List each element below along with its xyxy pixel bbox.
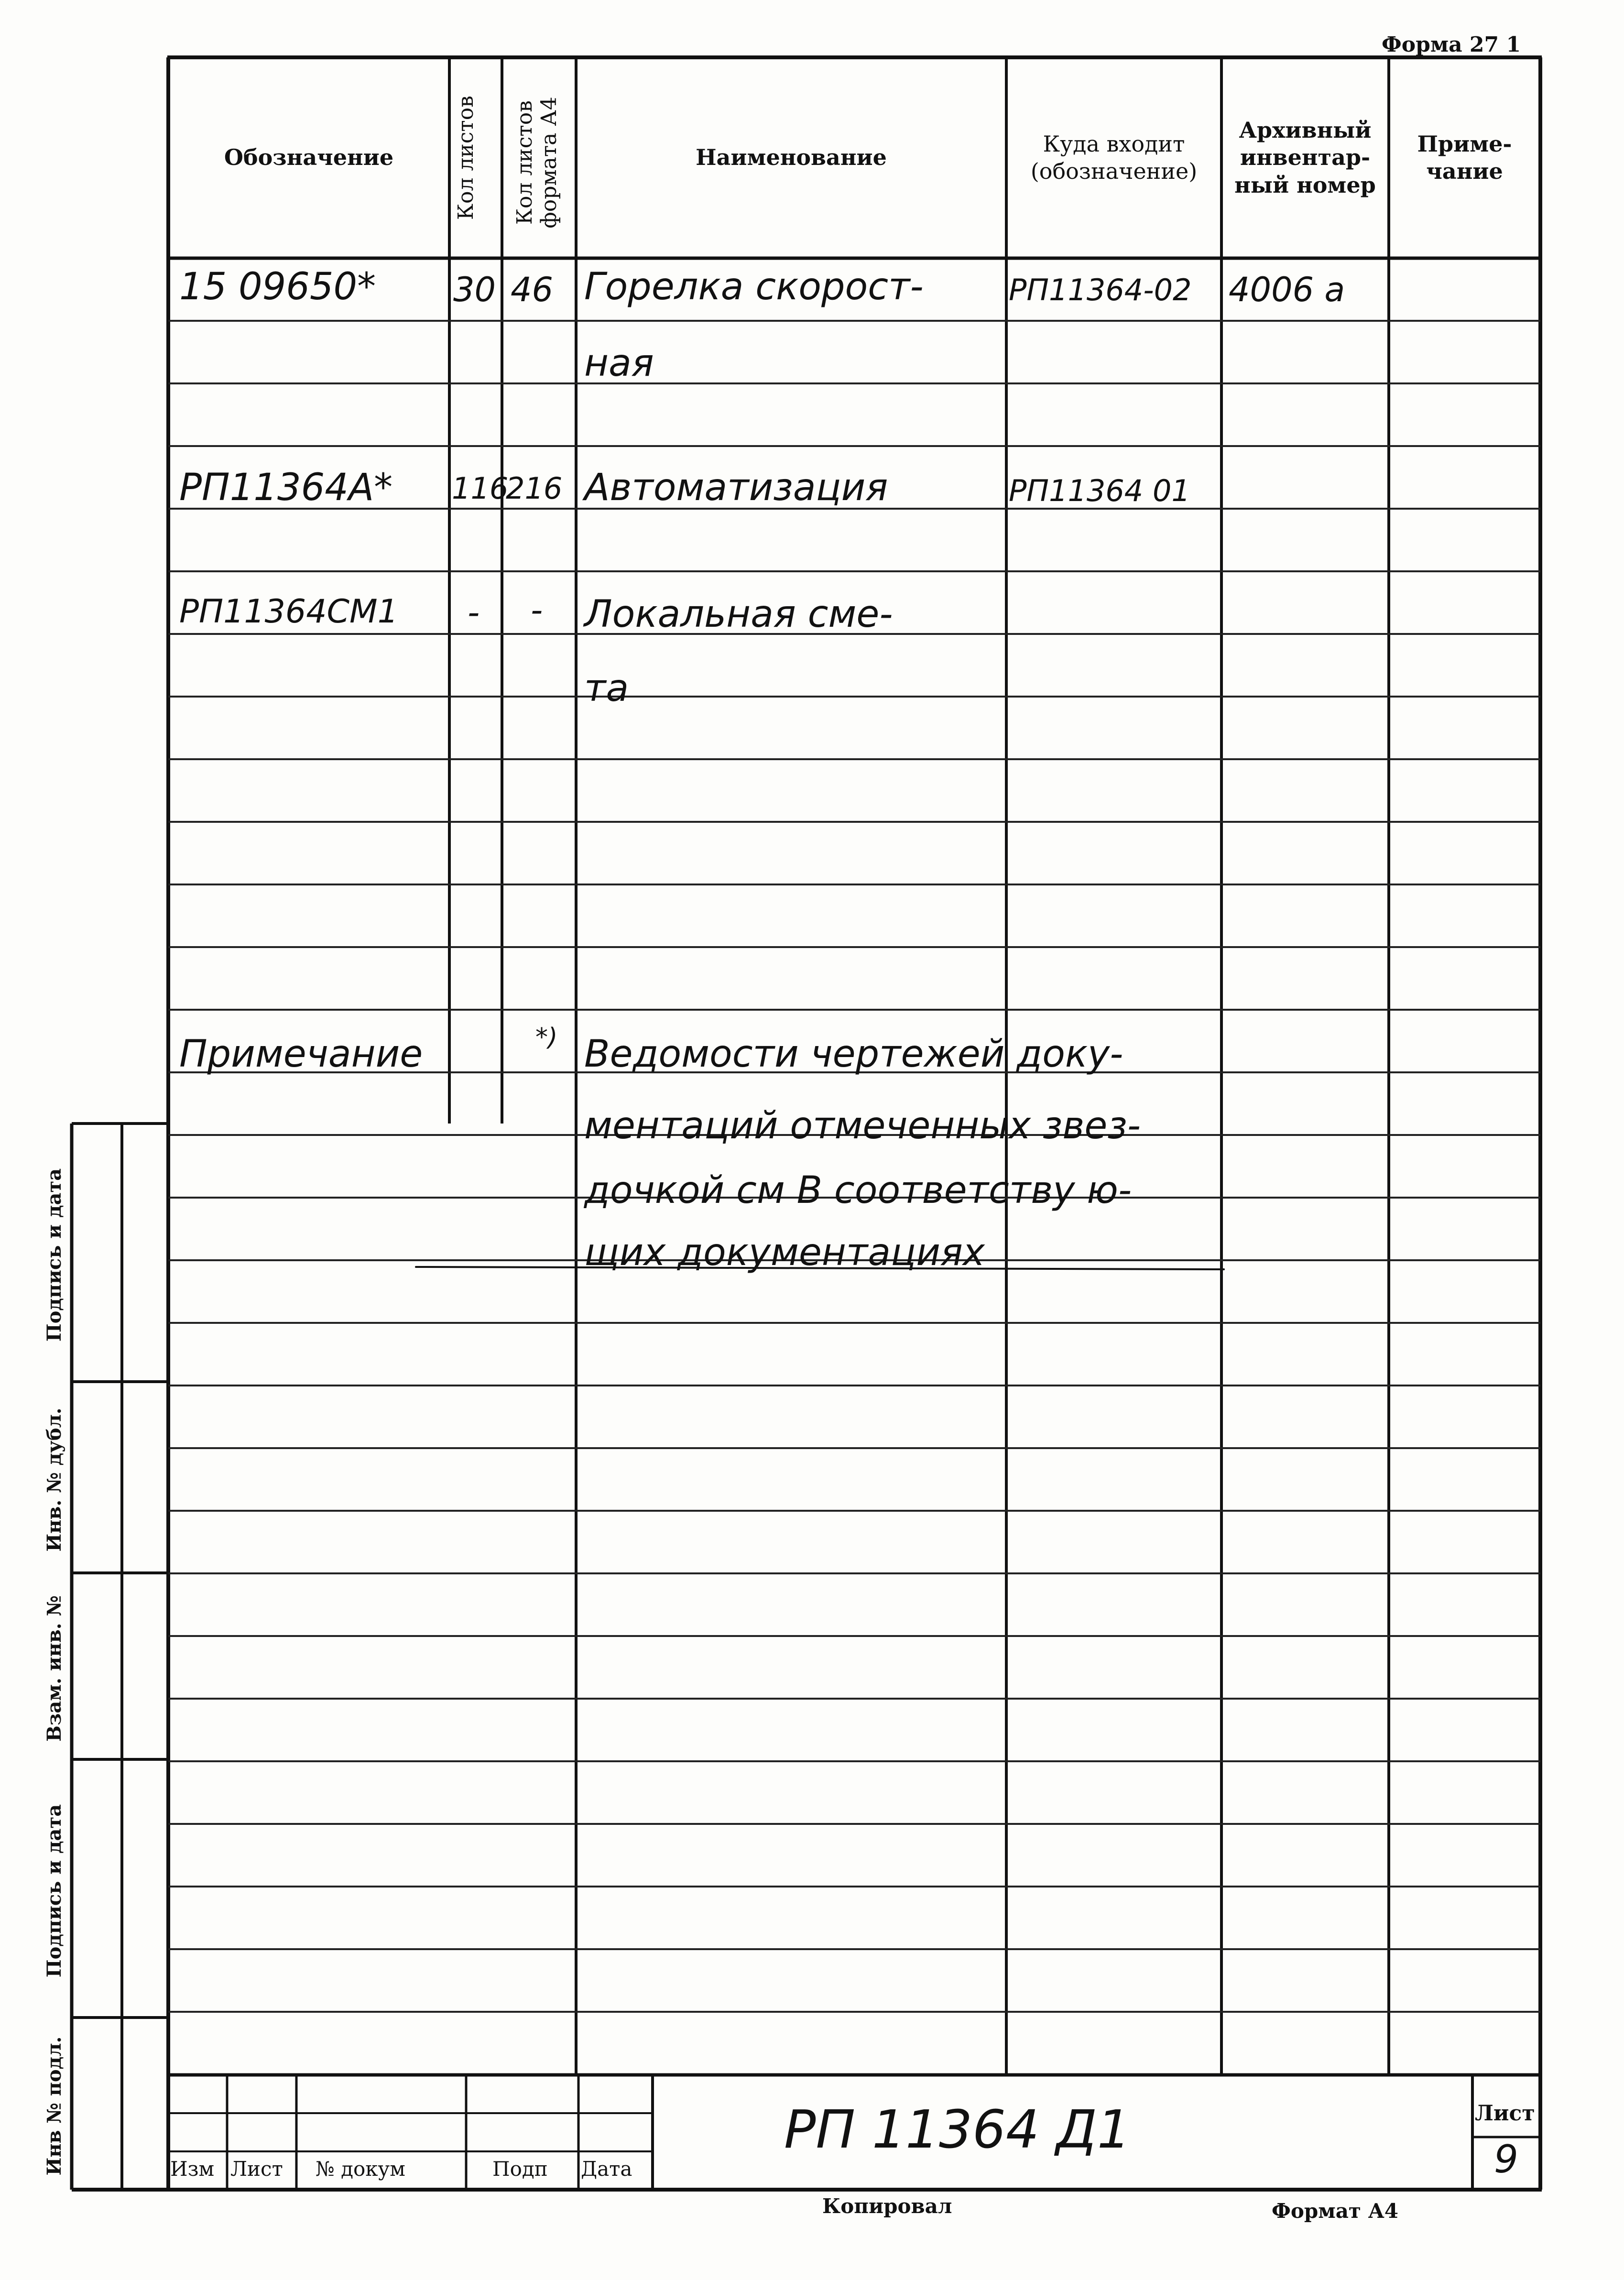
note-line: щих документациях xyxy=(584,1231,985,1274)
designation-cell: РП11364СМ1 xyxy=(179,593,398,631)
name-cell: Горелка скорост- xyxy=(584,265,924,308)
name-cell: та xyxy=(584,667,629,710)
sheet-number: 9 xyxy=(1494,2137,1518,2182)
stamp-col-date: Дата xyxy=(581,2157,632,2181)
name-cell: Автоматизация xyxy=(584,466,888,509)
note-line: Ведомости чертежей доку- xyxy=(584,1033,1123,1076)
header-name: Наименование xyxy=(696,144,887,171)
where-used-cell: РП11364-02 xyxy=(1009,273,1192,307)
sheets-a4-cell: 46 xyxy=(511,270,554,309)
stamp-col-doc-number: № докум xyxy=(316,2157,405,2181)
note-marker: *) xyxy=(535,1023,558,1052)
sheet-label: Лист xyxy=(1475,2101,1535,2126)
sheets-a4-cell: 216 xyxy=(506,471,563,506)
copied-label: Копировал xyxy=(822,2194,952,2218)
sheets-cell: 116 xyxy=(452,471,509,506)
stamp-col-sheet: Лист xyxy=(230,2157,283,2181)
stamp-col-change: Изм xyxy=(170,2157,215,2181)
side-label-signature-date: Подпись и дата xyxy=(43,1804,65,1978)
designation-cell: 15 09650* xyxy=(179,265,376,308)
header-where-used: Куда входит (обозначение) xyxy=(1030,131,1198,184)
note-line: дочкой см В соответству ю- xyxy=(584,1169,1132,1212)
side-label-inv-orig: Инв № подл. xyxy=(43,2036,65,2176)
format-label: Формат А4 xyxy=(1272,2199,1399,2223)
archive-cell: 4006 а xyxy=(1229,270,1345,309)
side-label-inv-dup: Инв. № дубл. xyxy=(43,1407,65,1552)
name-cell: ная xyxy=(584,342,654,385)
header-archive: Архивный инвентар- ный номер xyxy=(1234,117,1376,198)
sheets-cell: - xyxy=(468,593,480,632)
side-label-replace-inv: Взам. инв. № xyxy=(43,1595,65,1742)
header-sheets-a4: Кол листов формата А4 xyxy=(512,97,561,229)
header-note: Приме- чание xyxy=(1417,131,1512,184)
note-label: Примечание xyxy=(179,1033,423,1076)
designation-cell: РП11364А* xyxy=(179,466,393,509)
header-designation: Обозначение xyxy=(224,144,394,171)
side-label-signature-date: Подпись и дата xyxy=(43,1168,65,1342)
sheets-a4-cell: - xyxy=(531,590,543,630)
stamp-col-signature: Подп xyxy=(492,2157,548,2181)
name-cell: Локальная сме- xyxy=(584,593,893,636)
document-code: РП 11364 Д1 xyxy=(784,2099,1131,2160)
sheets-cell: 30 xyxy=(453,270,496,309)
form-label: Форма 27 1 xyxy=(1382,33,1521,57)
header-sheets: Кол листов xyxy=(454,96,478,220)
where-used-cell: РП11364 01 xyxy=(1009,473,1190,508)
note-line: ментаций отмеченных звез- xyxy=(584,1104,1141,1147)
